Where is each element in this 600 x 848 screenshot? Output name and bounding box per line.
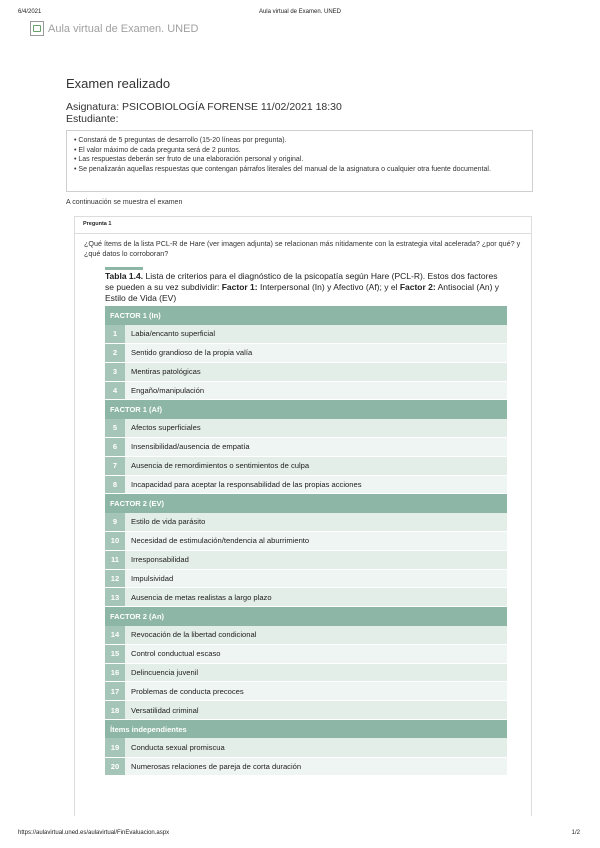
- table-row: 14 Revocación de la libertad condicional: [105, 626, 507, 645]
- caption-part: Interpersonal (In) y Afectivo (Af); y el: [257, 282, 400, 292]
- table-row: 9 Estilo de vida parásito: [105, 513, 507, 532]
- table-row: 20 Numerosas relaciones de pareja de corta duración: [105, 757, 507, 776]
- table-row: 17 Problemas de conducta precoces: [105, 682, 507, 701]
- instruction-item: • Las respuestas deberán ser fruto de una elaboración personal y original.: [74, 156, 304, 164]
- table-row: 10 Necesidad de estimulación/tendencia al aburrimiento: [105, 532, 507, 551]
- table-group-header: FACTOR 1 (In): [105, 306, 507, 325]
- caption-part: Lista de criterios para el diagnóstico de la psicopatía según Hare (PCL-R). Estos dos factores se pueden a su vez subdividir:: [105, 271, 498, 292]
- instructions-box: [66, 130, 533, 192]
- table-row: 3 Mentiras patológicas: [105, 362, 507, 381]
- instruction-item: • Constará de 5 preguntas de desarrollo (15-20 líneas por pregunta).: [74, 137, 287, 144]
- page-title: Examen realizado: [66, 76, 171, 91]
- print-url: https://aulavirtual.uned.es/aulavirtual/FinEvaluacion.aspx: [18, 830, 170, 836]
- table-row: 1 Labia/encanto superficial: [105, 325, 507, 344]
- table-row: 8 Incapacidad para aceptar la responsabilidad de las propias acciones: [105, 475, 507, 494]
- print-date: 6/4/2021: [18, 9, 42, 15]
- table-row: 6 Insensibilidad/ausencia de empatía: [105, 438, 507, 457]
- print-title: Aula virtual de Examen. UNED: [258, 9, 342, 15]
- intro-text: A continuación se muestra el examen: [66, 199, 183, 206]
- table-row: 19 Conducta sexual promiscua: [105, 738, 507, 757]
- broken-image-icon: [30, 21, 44, 36]
- question-text: ¿Qué ítems de la lista PCL-R de Hare (ver imagen adjunta) se relacionan más nítidamente con la estrategia vital acelerada? ¿por qué? y ¿qué datos lo corroboran?: [84, 239, 521, 258]
- student-line: Estudiante:: [66, 113, 119, 125]
- table-row: 11 Irresponsabilidad: [105, 550, 507, 569]
- caption-factor1: Factor 1:: [221, 282, 258, 292]
- table-caption: [105, 271, 507, 304]
- criteria-table: [105, 306, 507, 776]
- table-row: 5 Afectos superficiales: [105, 419, 507, 438]
- question-header: Pregunta 1: [75, 217, 531, 234]
- table-row: 15 Control conductual escaso: [105, 644, 507, 663]
- accent-bar: [105, 267, 143, 270]
- instruction-item: • Se penalizarán aquellas respuestas que contengan párrafos literales del manual de la asignatura o cualquier otra fuente documental.: [74, 165, 491, 173]
- question-image: [105, 271, 507, 776]
- caption-label: Tabla 1.4.: [105, 271, 144, 281]
- logo-text: Aula virtual de Examen. UNED: [48, 22, 199, 35]
- table-row: 13 Ausencia de metas realistas a largo plazo: [105, 588, 507, 607]
- table-row: 16 Delincuencia juvenil: [105, 663, 507, 682]
- question-panel: [74, 216, 532, 816]
- instruction-item: • El valor máximo de cada pregunta será de 2 puntos.: [74, 146, 241, 154]
- table-row: 18 Versatilidad criminal: [105, 701, 507, 720]
- table-row: 12 Impulsividad: [105, 569, 507, 588]
- table-row: 7 Ausencia de remordimientos o sentimientos de culpa: [105, 456, 507, 475]
- table-group-header: FACTOR 2 (EV): [105, 494, 507, 513]
- table-group-header: FACTOR 2 (An): [105, 607, 507, 626]
- table-group-header: FACTOR 1 (Af): [105, 400, 507, 419]
- site-logo[interactable]: [30, 21, 198, 36]
- table-group-header: Ítems independientes: [105, 720, 507, 739]
- subject-line: Asignatura: PSICOBIOLOGÍA FORENSE 11/02/2021 18:30: [66, 101, 342, 113]
- caption-part: Antisocial (An) y Estilo de Vida (EV): [105, 282, 500, 303]
- table-row: 4 Engaño/manipulación: [105, 381, 507, 400]
- caption-factor2: Factor 2:: [399, 282, 436, 292]
- table-row: 2 Sentido grandioso de la propia valía: [105, 344, 507, 363]
- print-page-number: 1/2: [571, 830, 580, 836]
